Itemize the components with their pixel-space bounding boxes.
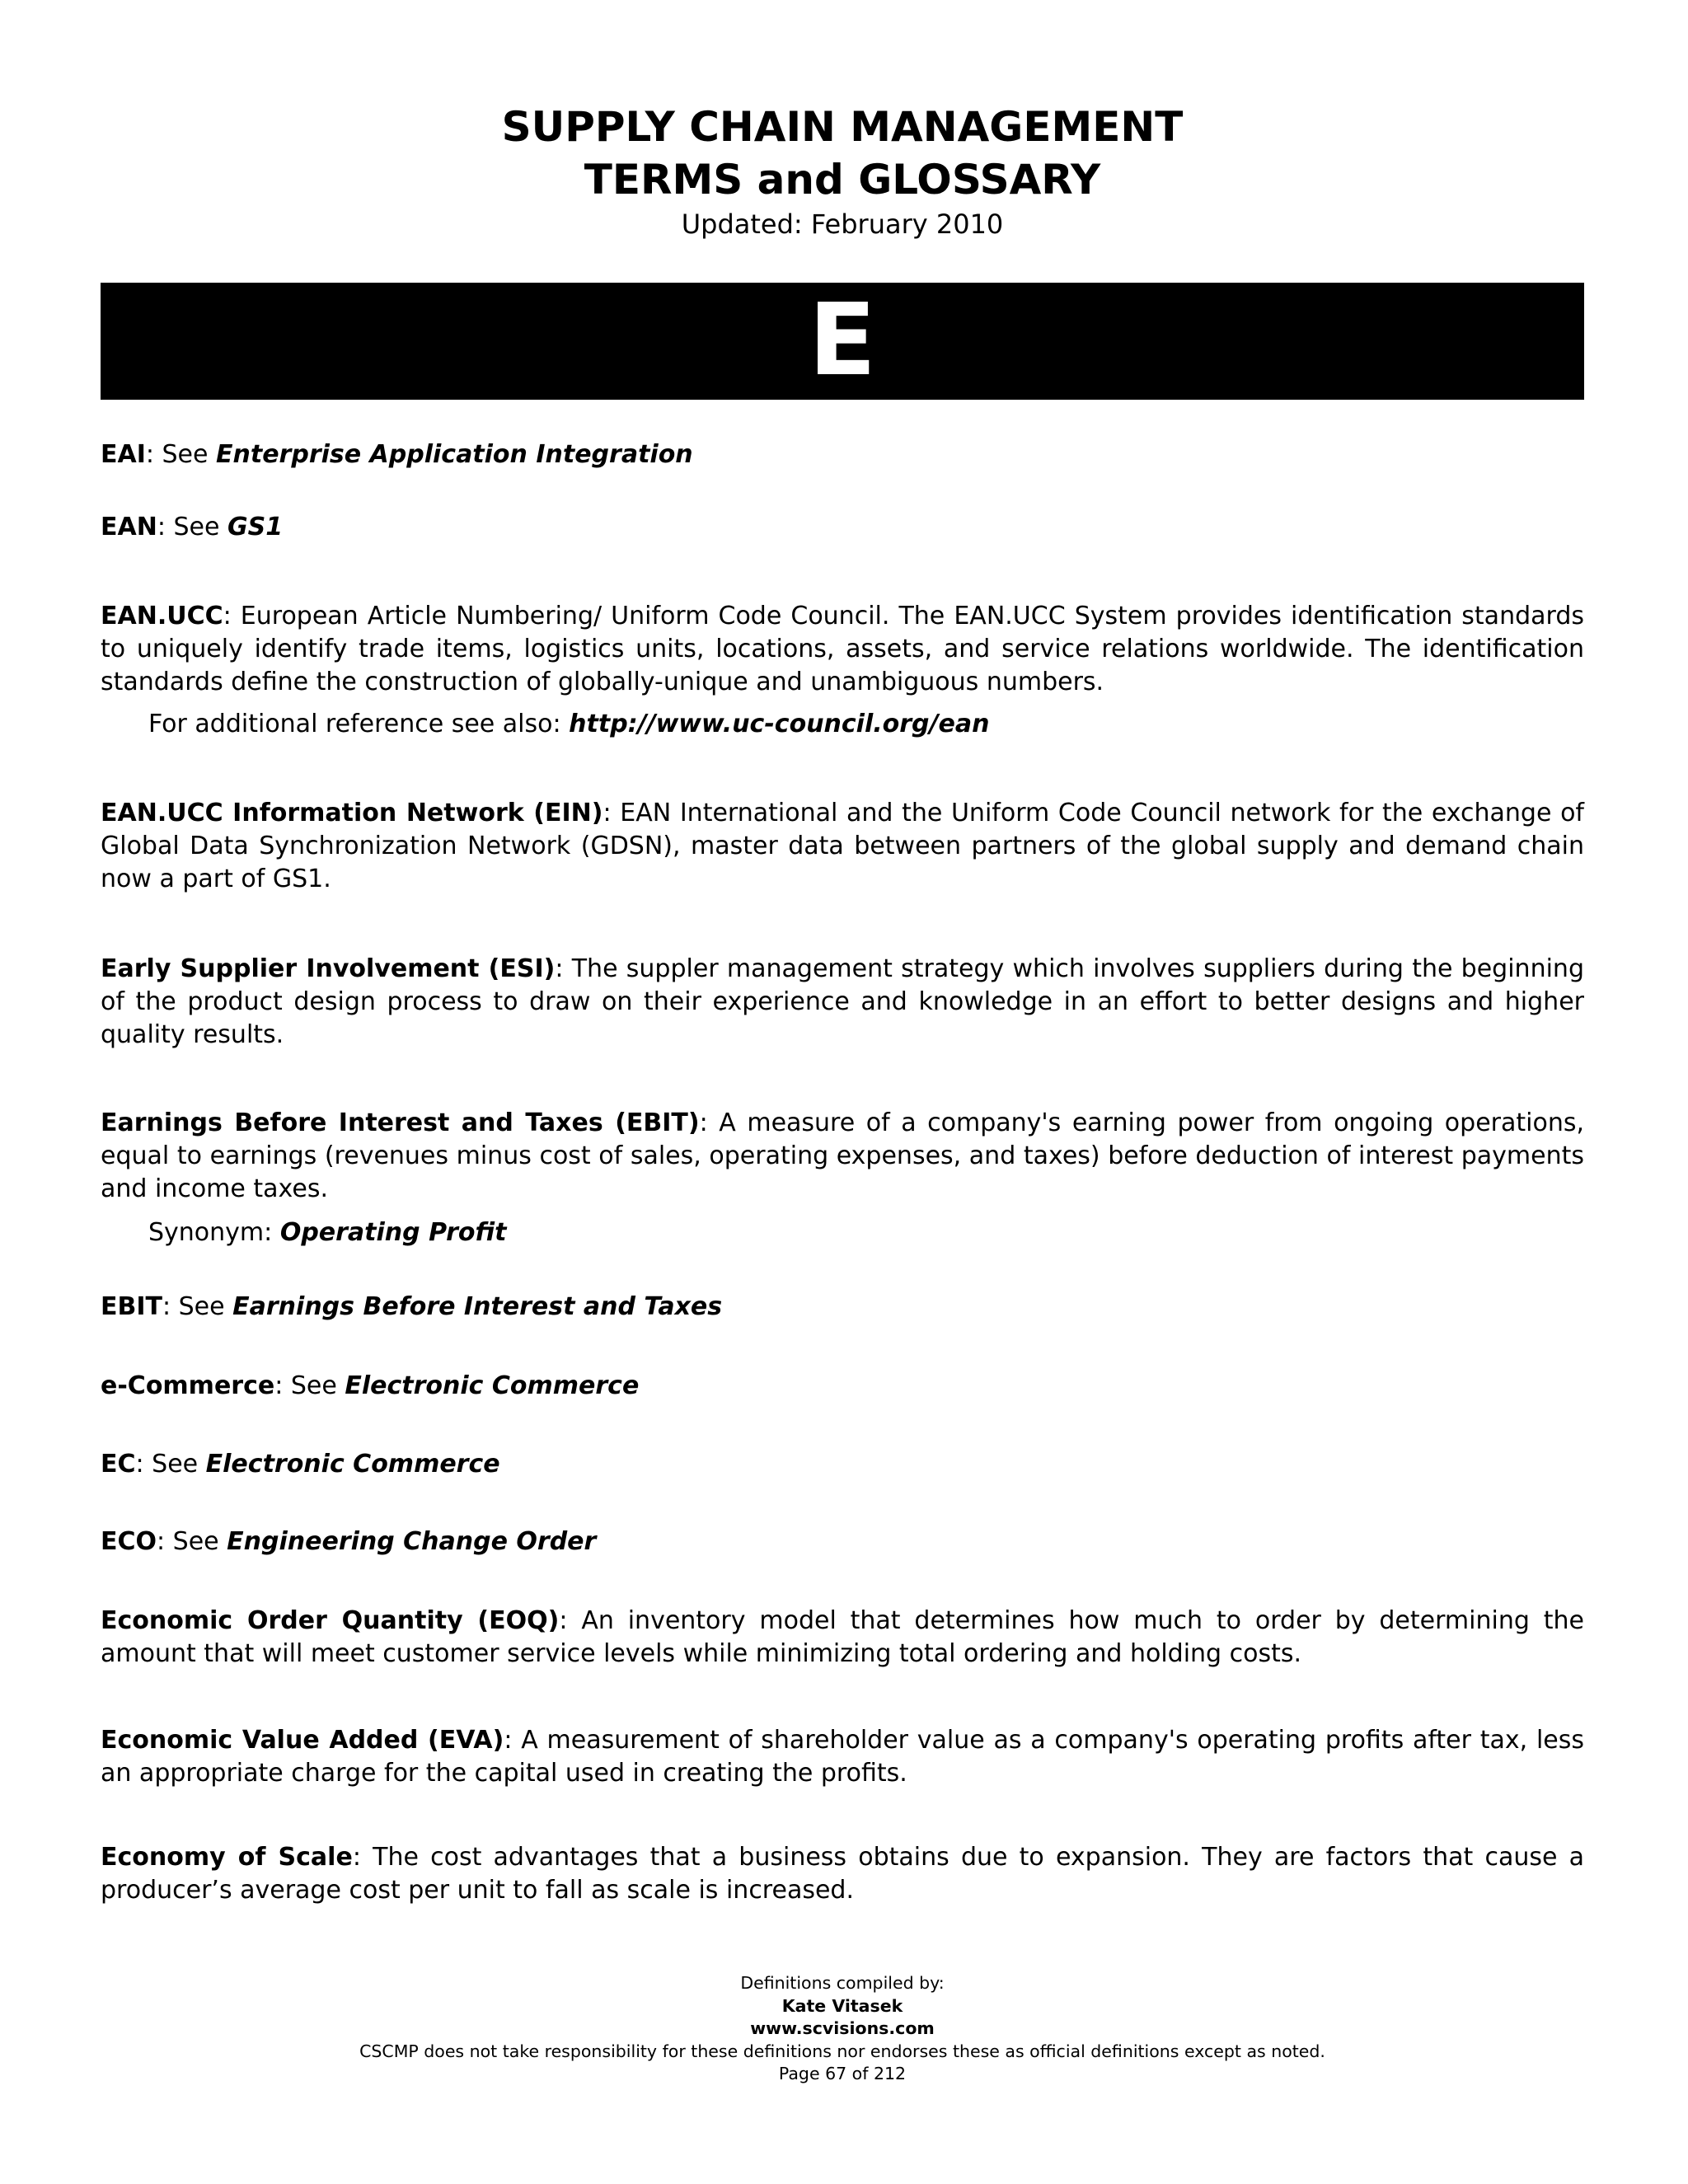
section-banner — [101, 283, 1584, 400]
glossary-entry-esi — [101, 953, 1584, 1052]
footer-compiled-by: Definitions compiled by: — [740, 1973, 945, 1993]
term: e-Commerce — [101, 1371, 275, 1400]
glossary-entry-ein — [101, 797, 1584, 896]
definition-text: A measurement of shareholder value as a company's operating profits after tax, less an appropriate charge for the capital used in creating the profits. — [101, 1726, 1584, 1788]
footer-website: www.scvisions.com — [750, 2018, 935, 2038]
glossary-entry-economy-of-scale — [101, 1841, 1584, 1907]
entry-text: : See — [145, 440, 217, 469]
term: Economy of Scale — [101, 1843, 353, 1872]
glossary-entry-eco — [101, 1526, 1584, 1558]
note-text: Synonym: — [148, 1218, 280, 1247]
document-title — [101, 101, 1584, 206]
glossary-entry-eai — [101, 438, 1584, 471]
entry-text: : See — [162, 1292, 233, 1321]
entry-text: : See — [157, 513, 227, 541]
updated-date: Updated: February 2010 — [681, 209, 1004, 240]
glossary-entry-ecommerce — [101, 1370, 1584, 1403]
entry-text: : — [699, 1108, 720, 1137]
definition-text: The suppler management strategy which involves suppliers during the beginning of the product design process to draw on their experience and knowledge in an effort to better designs and higher quality results. — [101, 954, 1584, 1049]
page-footer — [101, 1972, 1584, 2086]
entry-text: : — [555, 954, 572, 983]
definition-text: The cost advantages that a business obtains due to expansion. They are factors that cause a producer’s average cost per unit to fall as scale is increased. — [101, 1843, 1585, 1905]
footer-page-number: Page 67 of 212 — [778, 2064, 907, 2083]
definition-text: European Article Numbering/ Uniform Code Council. The EAN.UCC System provides identification standards to uniquely identify trade items, logistics units, locations, assets, and service relations worldwide. The identification standards define the construction of globally-unique and unambiguous numbers. — [101, 602, 1584, 696]
section-letter: E — [809, 284, 876, 398]
term: EAN — [101, 513, 157, 541]
entry-text: : See — [274, 1371, 345, 1400]
entry-text: : See — [157, 1527, 227, 1556]
term: EC — [101, 1450, 136, 1479]
term: EAN.UCC Information Network (EIN) — [101, 799, 603, 827]
term: Earnings Before Interest and Taxes (EBIT) — [101, 1108, 700, 1137]
glossary-entry-ebit — [101, 1291, 1584, 1324]
definition-text: An inventory model that determines how much to order by determining the amount that will meet customer service levels while minimizing total ordering and holding costs. — [101, 1606, 1584, 1668]
title-line-1: SUPPLY CHAIN MANAGEMENT — [501, 103, 1184, 151]
cross-reference: Engineering Change Order — [227, 1527, 597, 1556]
cross-reference-url: http://www.uc-council.org/ean — [569, 710, 990, 738]
term: EBIT — [101, 1292, 162, 1321]
entry-text: : — [352, 1843, 373, 1872]
cross-reference: GS1 — [227, 513, 284, 541]
glossary-entry-eanucc — [101, 600, 1584, 699]
title-line-2: TERMS and GLOSSARY — [584, 156, 1101, 204]
entry-text: : — [603, 799, 621, 827]
cross-reference: Electronic Commerce — [205, 1450, 500, 1479]
footer-author: Kate Vitasek — [781, 1995, 903, 2016]
definition-text: A measure of a company's earning power from ongoing operations, equal to earnings (revenues minus cost of sales, operating expenses, and taxes) before deduction of interest payments and income taxes. — [101, 1108, 1584, 1203]
entry-text: : — [559, 1606, 582, 1635]
definition-text: EAN International and the Uniform Code Council network for the exchange of Global Data Synchronization Network (GDSN), master data between partners of the global supply and demand chain now a part of GS1. — [101, 799, 1584, 893]
glossary-entry-eoq — [101, 1605, 1584, 1671]
glossary-entry-eva — [101, 1724, 1584, 1790]
term: EAI — [101, 440, 146, 469]
term: ECO — [101, 1527, 157, 1556]
term: EAN.UCC — [101, 602, 223, 630]
term: Economic Order Quantity (EOQ) — [101, 1606, 560, 1635]
entry-text: : — [504, 1726, 522, 1755]
glossary-entry-ean — [101, 511, 1584, 544]
term: Economic Value Added (EVA) — [101, 1726, 504, 1755]
cross-reference: Operating Profit — [279, 1218, 507, 1247]
cross-reference: Earnings Before Interest and Taxes — [232, 1292, 723, 1321]
cross-reference: Enterprise Application Integration — [216, 440, 693, 469]
glossary-entry-ec — [101, 1448, 1584, 1481]
note-text: For additional reference see also: — [148, 710, 570, 738]
entry-note — [148, 1216, 1584, 1249]
entry-text: : — [223, 602, 241, 630]
entry-note — [148, 708, 1584, 741]
footer-disclaimer: CSCMP does not take responsibility for these definitions nor endorses these as official definitions except as noted. — [359, 2041, 1325, 2061]
glossary-entry-ebit-def — [101, 1107, 1584, 1206]
term: Early Supplier Involvement (ESI) — [101, 954, 556, 983]
glossary-entries — [101, 438, 1584, 1907]
entry-text: : See — [135, 1450, 206, 1479]
cross-reference: Electronic Commerce — [345, 1371, 640, 1400]
